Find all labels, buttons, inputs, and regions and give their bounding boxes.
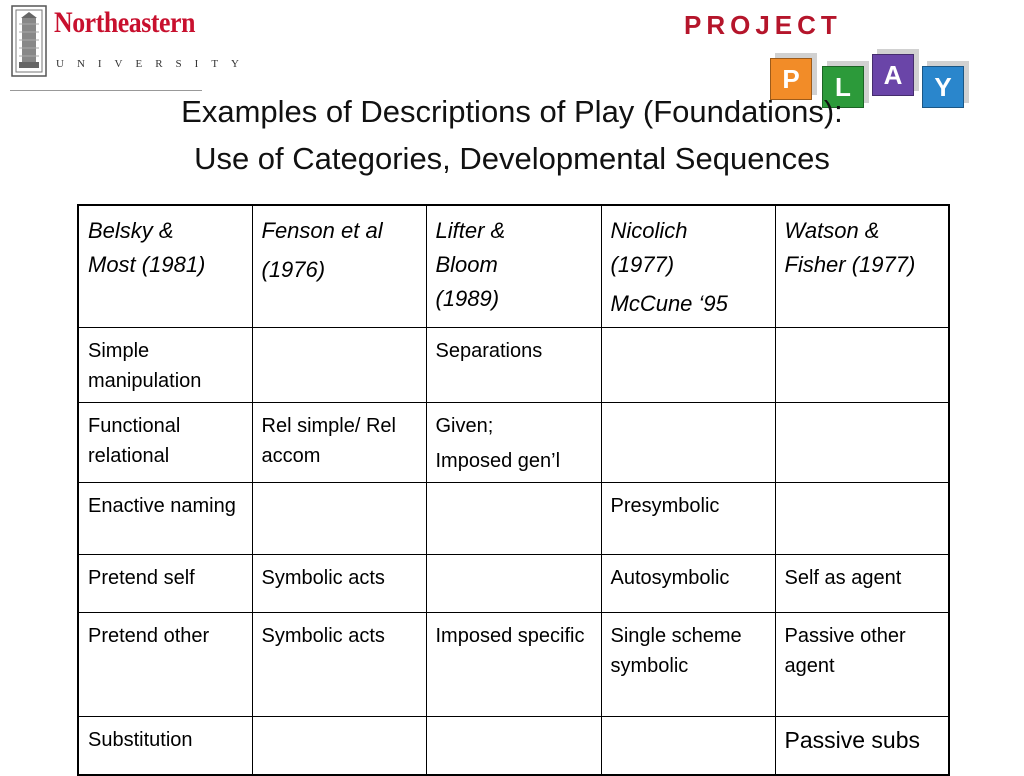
- header-cell: [78, 205, 252, 328]
- table-cell: [426, 717, 601, 775]
- table-cell: [775, 403, 949, 483]
- header-text: Nicolich: [610, 218, 688, 243]
- table-row: [78, 328, 949, 403]
- table-row: [78, 483, 949, 555]
- table-cell: [252, 483, 426, 555]
- table-cell: Functional relational: [78, 403, 252, 483]
- header-text: Most (1981): [88, 252, 206, 277]
- table-cell: Symbolic acts: [252, 613, 426, 717]
- header-text: Fisher (1977): [784, 252, 916, 277]
- play-block-p: P: [770, 58, 812, 100]
- table-cell: [426, 555, 601, 613]
- table-cell: Passive other agent: [775, 613, 949, 717]
- play-block-a: A: [872, 54, 914, 96]
- table-cell: [601, 717, 775, 775]
- header-text: Belsky &: [88, 218, 174, 243]
- table-cell: Imposed specific: [426, 613, 601, 717]
- play-block-y: Y: [922, 66, 964, 108]
- play-categories-table: [77, 204, 950, 776]
- header-cell: [601, 205, 775, 328]
- slide-title: [0, 88, 1024, 182]
- table-cell: [601, 403, 775, 483]
- table-cell: [426, 403, 601, 483]
- table-cell: Self as agent: [775, 555, 949, 613]
- table-cell: [252, 328, 426, 403]
- table-cell: Substitution: [78, 717, 252, 775]
- table-cell: Pretend other: [78, 613, 252, 717]
- table-cell: [775, 328, 949, 403]
- cell-line: Imposed gen’l: [435, 450, 561, 472]
- header-text: (1976): [261, 257, 326, 282]
- table-row: [78, 613, 949, 717]
- header-text: (1989): [435, 286, 500, 311]
- project-wordmark: PROJECT: [684, 10, 842, 40]
- table-cell: Presymbolic: [601, 483, 775, 555]
- table-row: [78, 403, 949, 483]
- table-cell: [775, 483, 949, 555]
- northeastern-seal-icon: [10, 4, 48, 78]
- table-cell: [601, 328, 775, 403]
- table-row: [78, 717, 949, 775]
- table-cell: Rel simple/ Rel accom: [252, 403, 426, 483]
- table-cell: Pretend self: [78, 555, 252, 613]
- header-text: McCune ‘95: [610, 291, 728, 316]
- header-text: Bloom: [435, 252, 498, 277]
- header-text: Lifter &: [435, 218, 506, 243]
- table-cell: [426, 483, 601, 555]
- header-cell: [426, 205, 601, 328]
- play-block-l: L: [822, 66, 864, 108]
- table-cell: Single scheme symbolic: [601, 613, 775, 717]
- header-text: Watson &: [784, 218, 880, 243]
- northeastern-logo: [10, 4, 252, 94]
- table-cell: Autosymbolic: [601, 555, 775, 613]
- table-row: [78, 555, 949, 613]
- table-header-row: [78, 205, 949, 328]
- header-text: (1977): [610, 252, 675, 277]
- title-line-2: Use of Categories, Developmental Sequences: [194, 141, 830, 176]
- header-cell: [775, 205, 949, 328]
- title-line-1: Examples of Descriptions of Play (Foundations):: [181, 94, 843, 129]
- table-cell: Enactive naming: [78, 483, 252, 555]
- table-cell: [252, 717, 426, 775]
- table-cell: Symbolic acts: [252, 555, 426, 613]
- table-cell: Separations: [426, 328, 601, 403]
- header-cell: [252, 205, 426, 328]
- table-cell: Simple manipulation: [78, 328, 252, 403]
- university-wordmark: UNIVERSITY: [56, 58, 252, 70]
- table-cell: Passive subs: [775, 717, 949, 775]
- header-text: Fenson et al: [261, 218, 383, 243]
- northeastern-wordmark: Northeastern: [54, 6, 195, 39]
- cell-line: Given;: [435, 415, 494, 437]
